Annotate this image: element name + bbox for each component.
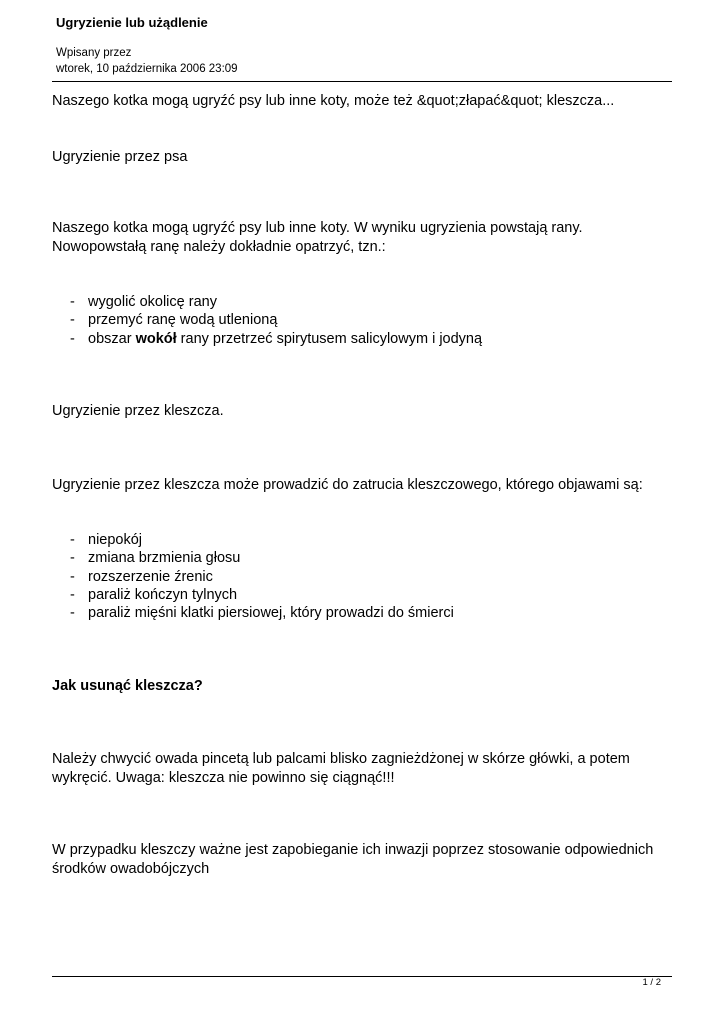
page-number: 1 / 2	[642, 977, 661, 988]
list-dash: -	[70, 294, 75, 310]
tick-bite-paragraph: Ugryzienie przez kleszcza może prowadzić do zatrucia kleszczowego, którego objawami są:	[52, 477, 643, 493]
list-dash: -	[70, 532, 75, 548]
list-item-text: paraliż mięśni klatki piersiowej, który prowadzi do śmierci	[88, 605, 454, 622]
section-heading-tick-bite: Ugryzienie przez kleszcza.	[52, 403, 224, 419]
closing-paragraph: W przypadku kleszczy ważne jest zapobieganie ich inwazji poprzez stosowanie odpowiednich środków owadobójczych	[52, 842, 654, 877]
footer-divider	[52, 976, 672, 977]
tick-symptoms-list	[70, 531, 670, 622]
list-item	[70, 293, 670, 311]
publish-date: wtorek, 10 października 2006 23:09	[56, 63, 238, 75]
list-item-text-before: obszar	[88, 330, 136, 347]
list-dash: -	[70, 605, 75, 622]
author-label: Wpisany przez	[56, 47, 132, 59]
header-divider	[52, 81, 672, 82]
list-item	[70, 311, 670, 329]
dog-bite-paragraph: Naszego kotka mogą ugryźć psy lub inne koty. W wyniku ugryzienia powstają rany. Nowopowstałą ranę należy dokładnie opatrzyć, tzn.:	[52, 220, 583, 255]
list-item	[70, 531, 670, 549]
list-item-text: wygolić okolicę rany	[88, 294, 217, 310]
list-dash: -	[70, 586, 75, 603]
dog-bite-care-list	[70, 293, 670, 348]
list-item-text: paraliż kończyn tylnych	[88, 586, 238, 603]
list-item-text: zmiana brzmienia głosu	[88, 550, 241, 567]
intro-paragraph: Naszego kotka mogą ugryźć psy lub inne koty, może też &quot;złapać&quot; kleszcza...	[52, 93, 615, 109]
article-title: Ugryzienie lub użądlenie	[56, 15, 208, 30]
section-heading-tick-removal: Jak usunąć kleszcza?	[52, 678, 203, 694]
list-item-text: przemyć ranę wodą utlenioną	[88, 312, 278, 329]
list-item	[70, 604, 670, 622]
list-dash: -	[70, 550, 75, 567]
section-heading-dog-bite: Ugryzienie przez psa	[52, 149, 188, 165]
list-item-text: rozszerzenie źrenic	[88, 568, 213, 585]
list-item-text: niepokój	[88, 532, 143, 548]
list-item	[70, 330, 670, 348]
list-dash: -	[70, 330, 75, 347]
list-item-emphasis: wokół	[135, 330, 177, 347]
list-item	[70, 586, 670, 604]
list-item-text-after: rany przetrzeć spirytusem salicylowym i jodyną	[176, 330, 483, 347]
list-dash: -	[70, 568, 75, 585]
tick-removal-paragraph: Należy chwycić owada pincetą lub palcami blisko zagnieżdżonej w skórze główki, a potem wykręcić. Uwaga: kleszcza nie powinno się ciągnąć!!!	[52, 751, 630, 786]
list-dash: -	[70, 312, 75, 329]
list-item	[70, 549, 670, 567]
list-item	[70, 568, 670, 586]
